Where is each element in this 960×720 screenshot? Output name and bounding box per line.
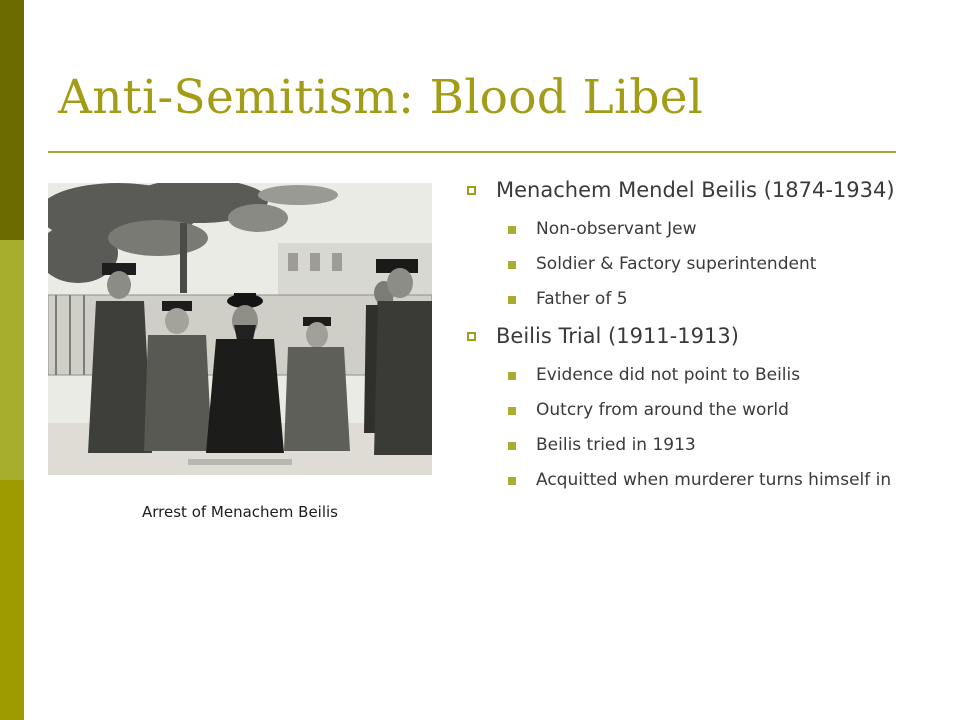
square-bullet-icon (467, 332, 476, 341)
title-underline (48, 151, 896, 153)
sub-bullet (464, 469, 914, 492)
bullet-text: Menachem Mendel Beilis (1874-1934) (496, 178, 895, 202)
photo-caption: Arrest of Menachem Beilis (142, 503, 338, 521)
sub-bullet (464, 364, 914, 387)
sidebar-stripe-bottom (0, 480, 24, 720)
filled-square-bullet-icon (508, 477, 516, 485)
filled-square-bullet-icon (508, 407, 516, 415)
sidebar-stripe-middle (0, 240, 24, 480)
sub-bullet-text: Non-observant Jew (536, 219, 697, 239)
sub-bullet-text: Father of 5 (536, 289, 628, 309)
bullet-beilis (464, 177, 914, 204)
sub-bullet-text: Soldier & Factory superintendent (536, 254, 817, 274)
sub-bullet-text: Beilis tried in 1913 (536, 435, 696, 455)
bullet-list (464, 172, 914, 492)
bullet-text: Beilis Trial (1911-1913) (496, 324, 739, 348)
filled-square-bullet-icon (508, 442, 516, 450)
sidebar-stripe-top (0, 0, 24, 240)
arrest-photo (48, 183, 432, 475)
filled-square-bullet-icon (508, 226, 516, 234)
sub-bullet-text: Outcry from around the world (536, 400, 789, 420)
sub-bullet-text: Evidence did not point to Beilis (536, 365, 801, 385)
square-bullet-icon (467, 186, 476, 195)
sub-bullet (464, 434, 914, 457)
filled-square-bullet-icon (508, 296, 516, 304)
sub-bullet (464, 288, 914, 311)
sub-bullet (464, 399, 914, 422)
filled-square-bullet-icon (508, 261, 516, 269)
sub-bullet (464, 253, 914, 276)
slide-title: Anti-Semitism: Blood Libel (58, 70, 704, 125)
bullet-trial (464, 323, 914, 350)
sub-bullet-text: Acquitted when murderer turns himself in (536, 470, 892, 490)
sub-bullet (464, 218, 914, 241)
filled-square-bullet-icon (508, 372, 516, 380)
